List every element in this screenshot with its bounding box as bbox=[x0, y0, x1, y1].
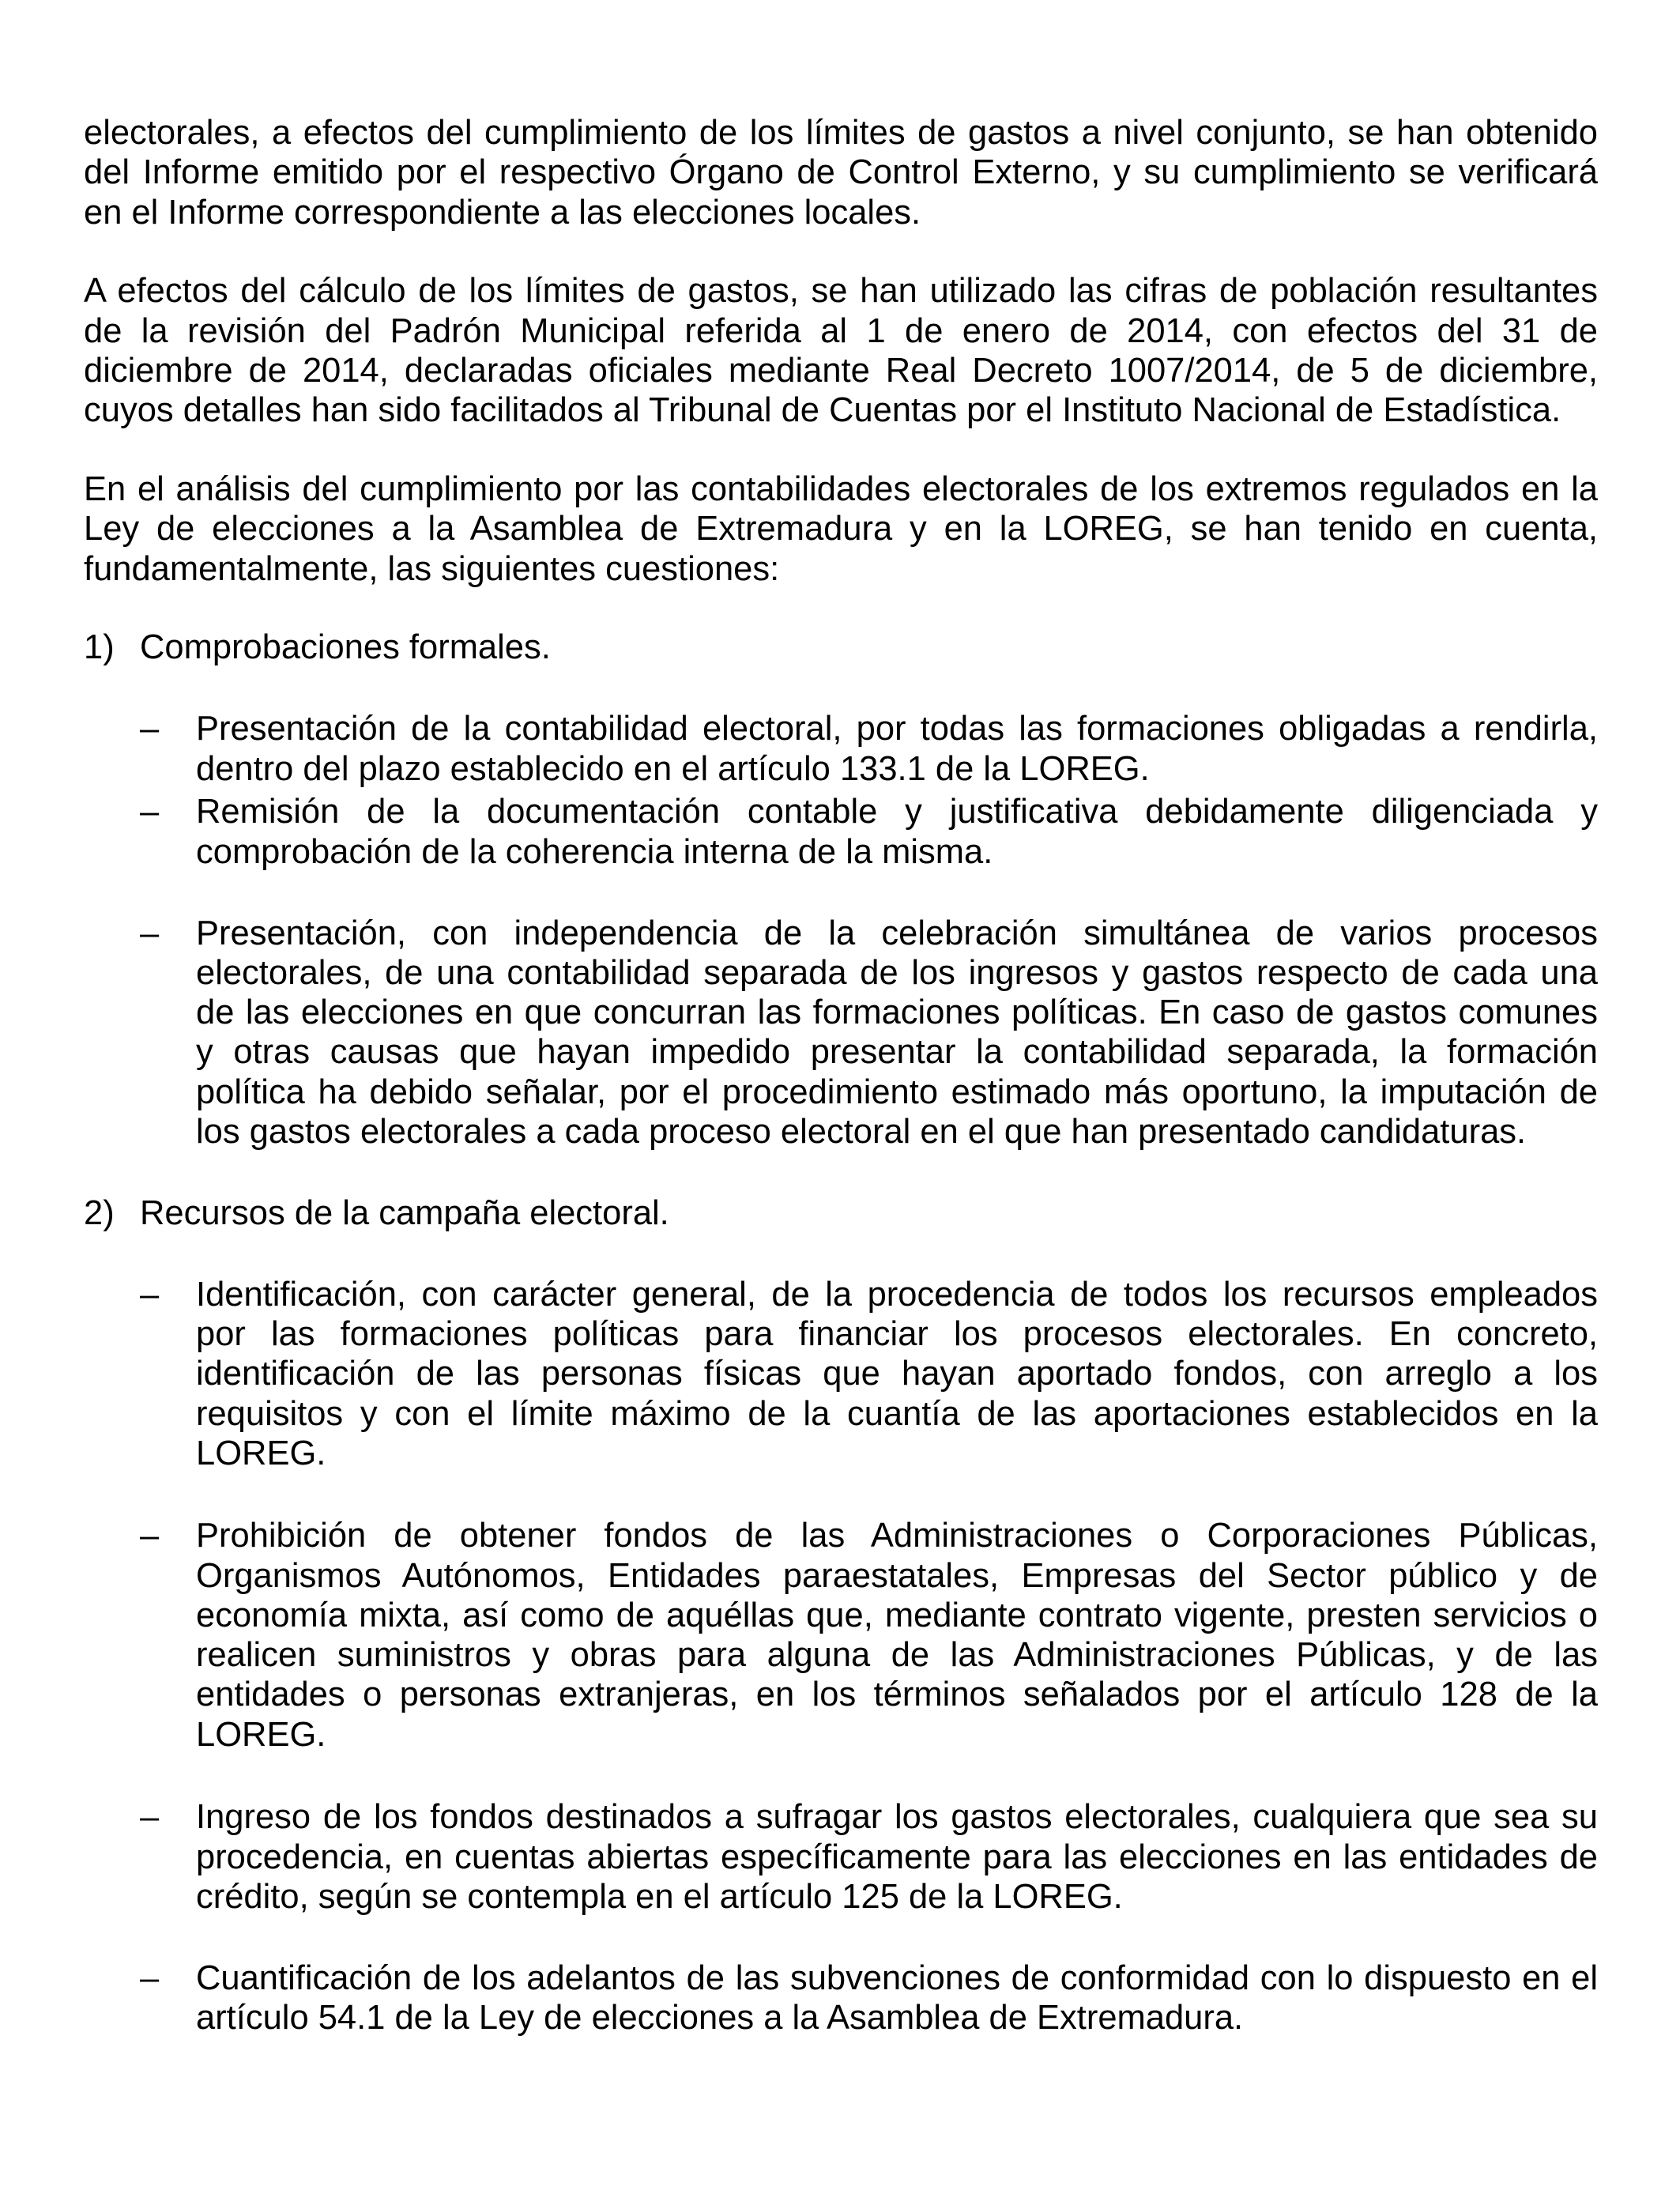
list-item-line: los gastos electorales a cada proceso electoral en el que han presentado candidaturas. bbox=[196, 1113, 1527, 1152]
section-1-item-1 bbox=[84, 709, 1598, 789]
section-2-item-2 bbox=[84, 1516, 1598, 1755]
section-2-item-3 bbox=[84, 1797, 1598, 1917]
list-item-line: por las formaciones políticas para financiar los procesos electorales. En concreto, bbox=[196, 1314, 1598, 1353]
list-item-line: Presentación, con independencia de la celebración simultánea de varios procesos bbox=[196, 914, 1598, 952]
list-item-line: Cuantificación de los adelantos de las subvenciones de conformidad con lo dispuesto en el bbox=[196, 1958, 1598, 1997]
list-item-line: LOREG. bbox=[196, 1434, 326, 1472]
paragraph-line: en el Informe correspondiente a las elecciones locales. bbox=[84, 193, 921, 232]
list-item-line: Remisión de la documentación contable y justificativa debidamente diligenciada y bbox=[196, 793, 1598, 831]
list-item-line: procedencia, en cuentas abiertas específicamente para las elecciones en las entidades de bbox=[196, 1838, 1598, 1876]
section-1-title: Comprobaciones formales. bbox=[140, 628, 551, 667]
section-1-heading bbox=[84, 628, 1598, 667]
section-1-item-3 bbox=[84, 914, 1598, 1152]
paragraph-3 bbox=[84, 469, 1598, 589]
paragraph-2 bbox=[84, 271, 1598, 430]
list-item-line: Presentación de la contabilidad electoral, por todas las formaciones obligadas a rendirla, bbox=[196, 710, 1598, 748]
paragraph-line: A efectos del cálculo de los límites de gastos, se han utilizado las cifras de población resultantes bbox=[84, 272, 1598, 311]
list-item-line: economía mixta, así como de aquéllas que, mediante contrato vigente, presten servicios o bbox=[196, 1596, 1598, 1634]
paragraph-line: Ley de elecciones a la Asamblea de Extremadura y en la LOREG, se han tenido en cuenta, bbox=[84, 510, 1598, 548]
list-item-line: artículo 54.1 de la Ley de elecciones a la Asamblea de Extremadura. bbox=[196, 1998, 1244, 2037]
section-2-title: Recursos de la campaña electoral. bbox=[140, 1193, 669, 1232]
section-2-heading bbox=[84, 1193, 1598, 1233]
list-item-line: política ha debido señalar, por el procedimiento estimado más oportuno, la imputación de bbox=[196, 1072, 1598, 1111]
list-item-line: comprobación de la coherencia interna de la misma. bbox=[196, 832, 993, 871]
paragraph-line: cuyos detalles han sido facilitados al Tribunal de Cuentas por el Instituto Nacional de Estadística. bbox=[84, 391, 1561, 430]
dash-bullet: – bbox=[140, 1958, 160, 1997]
section-1-item-2 bbox=[84, 792, 1598, 872]
document-body bbox=[84, 113, 1598, 2038]
list-item-line: entidades o personas extranjeras, en los términos señalados por el artículo 128 de la bbox=[196, 1676, 1598, 1714]
paragraph-line: diciembre de 2014, declaradas oficiales mediante Real Decreto 1007/2014, de 5 de diciembre, bbox=[84, 351, 1598, 390]
dash-bullet: – bbox=[140, 914, 160, 952]
section-2-number: 2) bbox=[84, 1193, 115, 1232]
paragraph-line: fundamentalmente, las siguientes cuestiones: bbox=[84, 549, 780, 588]
section-2-item-1 bbox=[84, 1275, 1598, 1473]
paragraph-line: En el análisis del cumplimiento por las contabilidades electorales de los extremos regulados en la bbox=[84, 470, 1598, 509]
paragraph-line: electorales, a efectos del cumplimiento de los límites de gastos a nivel conjunto, se han obtenido bbox=[84, 114, 1598, 152]
list-item-line: requisitos y con el límite máximo de la cuantía de las aportaciones establecidos en la bbox=[196, 1394, 1598, 1433]
list-item-line: realicen suministros y obras para alguna de las Administraciones Públicas, y de las bbox=[196, 1636, 1598, 1675]
list-item-line: crédito, según se contempla en el artículo 125 de la LOREG. bbox=[196, 1877, 1123, 1916]
list-item-line: y otras causas que hayan impedido presentar la contabilidad separada, la formación bbox=[196, 1033, 1598, 1072]
dash-bullet: – bbox=[140, 1275, 160, 1314]
dash-bullet: – bbox=[140, 1798, 160, 1837]
list-item-line: Ingreso de los fondos destinados a sufragar los gastos electorales, cualquiera que sea su bbox=[196, 1798, 1598, 1837]
list-item-line: Identificación, con carácter general, de la procedencia de todos los recursos empleados bbox=[196, 1275, 1598, 1314]
list-item-line: electorales, de una contabilidad separada de los ingresos y gastos respecto de cada una bbox=[196, 953, 1598, 992]
paragraph-line: de la revisión del Padrón Municipal referida al 1 de enero de 2014, con efectos del 31 de bbox=[84, 311, 1598, 350]
section-2-item-4 bbox=[84, 1958, 1598, 2038]
paragraph-line: del Informe emitido por el respectivo Órgano de Control Externo, y su cumplimiento se verificará bbox=[84, 153, 1598, 192]
list-item-line: LOREG. bbox=[196, 1715, 326, 1754]
dash-bullet: – bbox=[140, 710, 160, 748]
list-item-line: identificación de las personas físicas que hayan aportado fondos, con arreglo a los bbox=[196, 1355, 1598, 1393]
dash-bullet: – bbox=[140, 793, 160, 831]
dash-bullet: – bbox=[140, 1517, 160, 1555]
list-item-line: Prohibición de obtener fondos de las Administraciones o Corporaciones Públicas, bbox=[196, 1517, 1598, 1555]
paragraph-1 bbox=[84, 113, 1598, 232]
list-item-line: dentro del plazo establecido en el artículo 133.1 de la LOREG. bbox=[196, 749, 1150, 788]
list-item-line: de las elecciones en que concurran las formaciones políticas. En caso de gastos comunes bbox=[196, 993, 1598, 1032]
section-1-number: 1) bbox=[84, 628, 115, 667]
list-item-line: Organismos Autónomos, Entidades paraestatales, Empresas del Sector público y de bbox=[196, 1556, 1598, 1595]
